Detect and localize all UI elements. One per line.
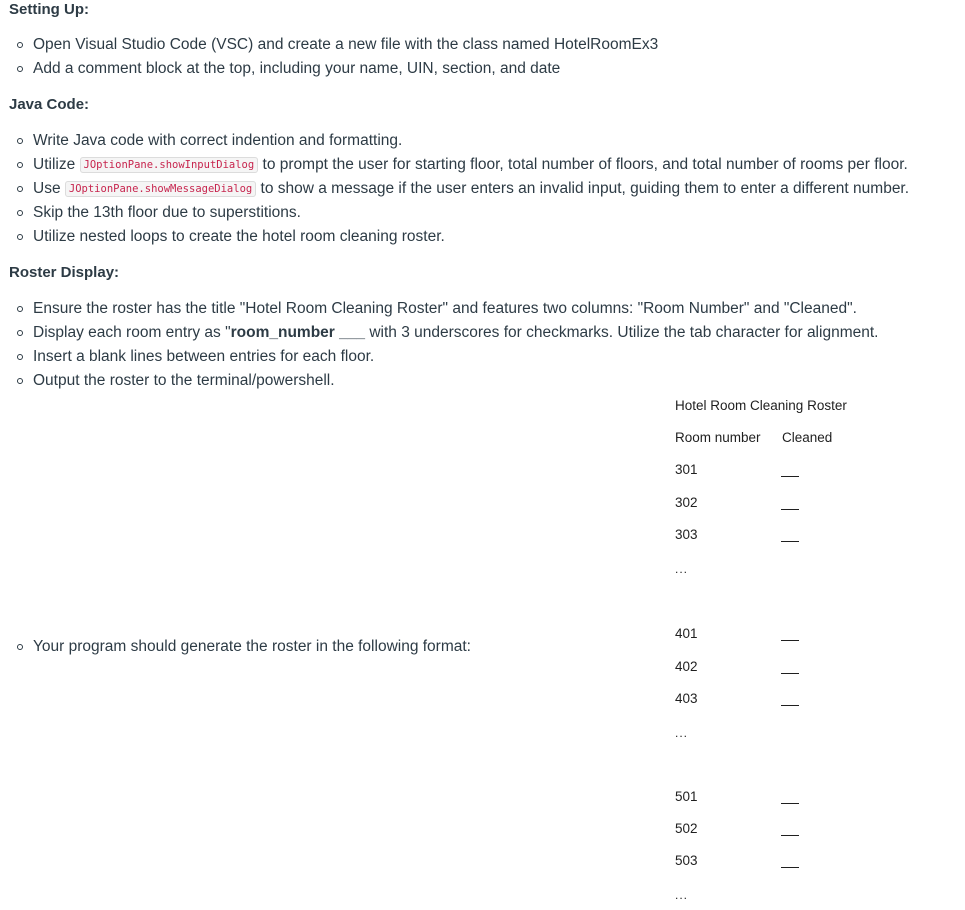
- roster-room-number: 403: [675, 691, 698, 706]
- bullet-icon: [17, 66, 23, 72]
- bullet-icon: [17, 354, 23, 360]
- roster-ellipsis: ...: [675, 888, 689, 902]
- roster-room-number: 401: [675, 626, 698, 641]
- roster-room-number: 402: [675, 659, 698, 674]
- roster-room-number: 301: [675, 462, 698, 477]
- roster-ellipsis: ...: [675, 562, 689, 576]
- roster-cleaned-blank: [781, 541, 799, 542]
- code-show-message-dialog: JOptionPane.showMessageDialog: [65, 181, 256, 197]
- bullet-icon: [17, 644, 23, 650]
- list-item: Your program should generate the roster in the following format:: [0, 635, 960, 659]
- roster-col-room: Room number: [675, 430, 761, 445]
- bullet-icon: [17, 234, 23, 240]
- roster-cleaned-blank: [781, 640, 799, 641]
- roster-cleaned-blank: [781, 705, 799, 706]
- code-show-input-dialog: JOptionPane.showInputDialog: [80, 157, 259, 173]
- list-item: Use JOptionPane.showMessageDialog to show a message if the user enters an invalid input, guiding them to enter a different number.: [0, 177, 960, 201]
- bullet-icon: [17, 306, 23, 312]
- list-item: Write Java code with correct indention and formatting.: [0, 129, 960, 153]
- roster-list: [0, 297, 960, 393]
- setup-list: [0, 33, 960, 81]
- list-item: Utilize JOptionPane.showInputDialog to prompt the user for starting floor, total number of floors, and total number of rooms per floor.: [0, 153, 960, 177]
- roster-cleaned-blank: [781, 803, 799, 804]
- list-item: Ensure the roster has the title "Hotel Room Cleaning Roster" and features two columns: "Room Number" and "Cleaned".: [0, 297, 960, 321]
- heading-setting-up: Setting Up:: [9, 1, 89, 18]
- java-list: [0, 129, 960, 249]
- list-item: Add a comment block at the top, including your name, UIN, section, and date: [0, 57, 960, 81]
- bullet-icon: [17, 330, 23, 336]
- list-item: Output the roster to the terminal/powershell.: [0, 369, 960, 393]
- roster-col-cleaned: Cleaned: [782, 430, 833, 445]
- roster-room-number: 503: [675, 853, 698, 868]
- roster-room-number: 501: [675, 789, 698, 804]
- roster-room-number: 302: [675, 495, 698, 510]
- roster-cleaned-blank: [781, 476, 799, 477]
- list-item: Display each room entry as "room_number ___ with 3 underscores for checkmarks. Utilize the tab character for alignment.: [0, 321, 960, 345]
- list-item: Utilize nested loops to create the hotel room cleaning roster.: [0, 225, 960, 249]
- bullet-icon: [17, 210, 23, 216]
- format-list: [0, 635, 960, 659]
- heading-java-code: Java Code:: [9, 96, 90, 113]
- bullet-icon: [17, 138, 23, 144]
- roster-title: Hotel Room Cleaning Roster: [675, 398, 847, 413]
- roster-cleaned-blank: [781, 867, 799, 868]
- bullet-icon: [17, 186, 23, 192]
- bullet-icon: [17, 162, 23, 168]
- roster-cleaned-blank: [781, 509, 799, 510]
- roster-room-number: 303: [675, 527, 698, 542]
- roster-cleaned-blank: [781, 835, 799, 836]
- roster-cleaned-blank: [781, 673, 799, 674]
- roster-room-number: 502: [675, 821, 698, 836]
- bullet-icon: [17, 378, 23, 384]
- roster-ellipsis: ...: [675, 726, 689, 740]
- list-item: Open Visual Studio Code (VSC) and create a new file with the class named HotelRoomEx3: [0, 33, 960, 57]
- list-item: Insert a blank lines between entries for each floor.: [0, 345, 960, 369]
- list-item: Skip the 13th floor due to superstitions.: [0, 201, 960, 225]
- bullet-icon: [17, 42, 23, 48]
- heading-roster-display: Roster Display:: [9, 264, 120, 281]
